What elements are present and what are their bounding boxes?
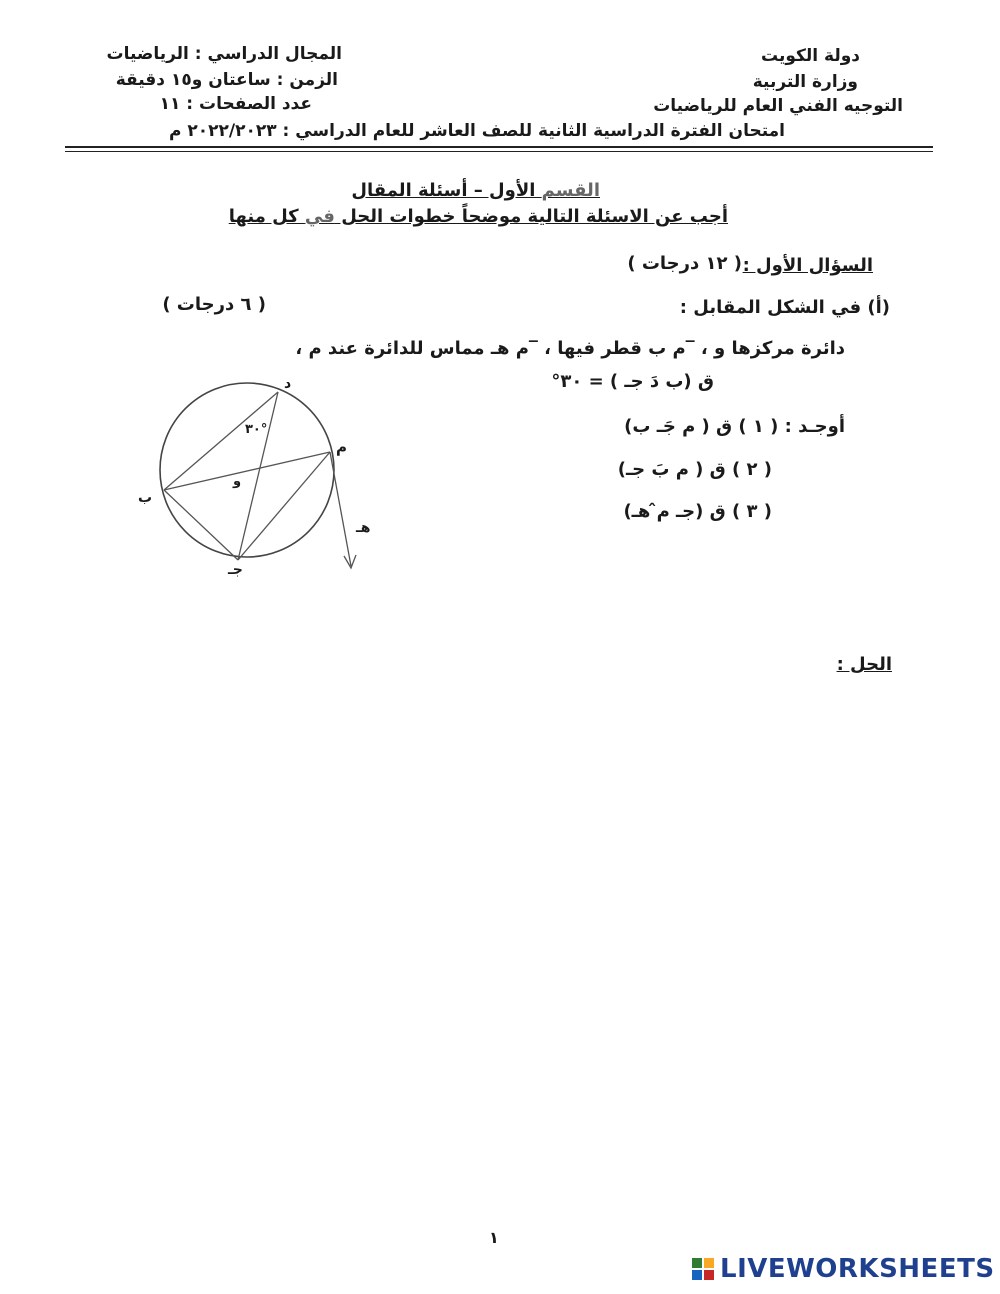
section-title: [351, 180, 600, 201]
label-m: ﻡ: [336, 438, 347, 456]
page-number: ١: [489, 1228, 499, 1247]
header-pages: عدد الصفحات : ١١: [159, 94, 312, 114]
section-instruction: [229, 206, 728, 227]
header-rule-bottom: [65, 151, 933, 152]
logo-badge-icon: [692, 1258, 714, 1280]
instruction-text-1: أجب عن الاسئلة التالية موضحاً خطوات الحل: [334, 206, 728, 227]
label-angle-30: ٣٠°: [245, 422, 268, 437]
find-1: أوجـد : ( ١ ) ﻕ ( ﻡ جَـ ب): [624, 416, 845, 437]
header-duration: الزمن : ساعتان و١٥ دقيقة: [115, 70, 338, 90]
section-title-rest: الأول – أسئلة المقال: [351, 180, 542, 201]
part-a-label: (أ) في الشكل المقابل :: [679, 297, 890, 318]
part-a-marks: ( ٦ درجات ): [162, 294, 266, 315]
label-h: هـ: [356, 520, 371, 536]
header-rule-top: [65, 146, 933, 148]
solution-label: الحل :: [836, 654, 892, 675]
question1-label: السؤال الأول :: [742, 255, 873, 276]
exam-title: امتحان الفترة الدراسية الثانية للصف العاشر للعام الدراسي : ٢٠٢٢/٢٠٢٣ م: [168, 121, 785, 141]
liveworksheets-logo: [692, 1254, 995, 1286]
find-2: ( ٢ ) ﻕ ( ﻡ بَ جـ): [617, 459, 772, 480]
chord-bj: [164, 490, 238, 560]
label-b: ب: [138, 490, 153, 506]
instruction-text-2: كل منها: [228, 206, 305, 227]
chord-mj: [238, 452, 330, 560]
chord-bd: [164, 392, 278, 490]
logo-text: LIVEWORKSHEETS: [720, 1254, 995, 1284]
header-subject: المجال الدراسي : الرياضيات: [106, 44, 342, 64]
tangent-mh: [330, 452, 351, 566]
label-center: و: [233, 474, 242, 489]
label-j: جـ: [228, 562, 243, 578]
header-ministry: وزارة التربية: [752, 72, 858, 92]
given-line-1: دائرة مركزها و ، ‾ﻡ ب قطر فيها ، ‾ﻡ هـ مماس للدائرة عند ﻡ ،: [295, 338, 845, 359]
given-angle: ﻕ (ب دَ جـ ) = ٣٠°: [551, 371, 714, 392]
chord-dj: [238, 392, 278, 560]
circle: [160, 383, 334, 557]
header-country: دولة الكويت: [760, 46, 860, 66]
header-department: التوجيه الفني العام للرياضيات: [653, 96, 903, 116]
question1-marks: ( ١٢ درجات ): [627, 253, 742, 274]
instruction-highlight: في: [304, 206, 335, 227]
circle-figure: [120, 370, 380, 580]
label-d: د: [284, 376, 292, 392]
section-title-word: القسم: [541, 180, 600, 201]
diameter-mb: [164, 452, 330, 490]
find-3: ( ٣ ) ﻕ (جـ ﻡ̂ هـ): [623, 501, 772, 522]
